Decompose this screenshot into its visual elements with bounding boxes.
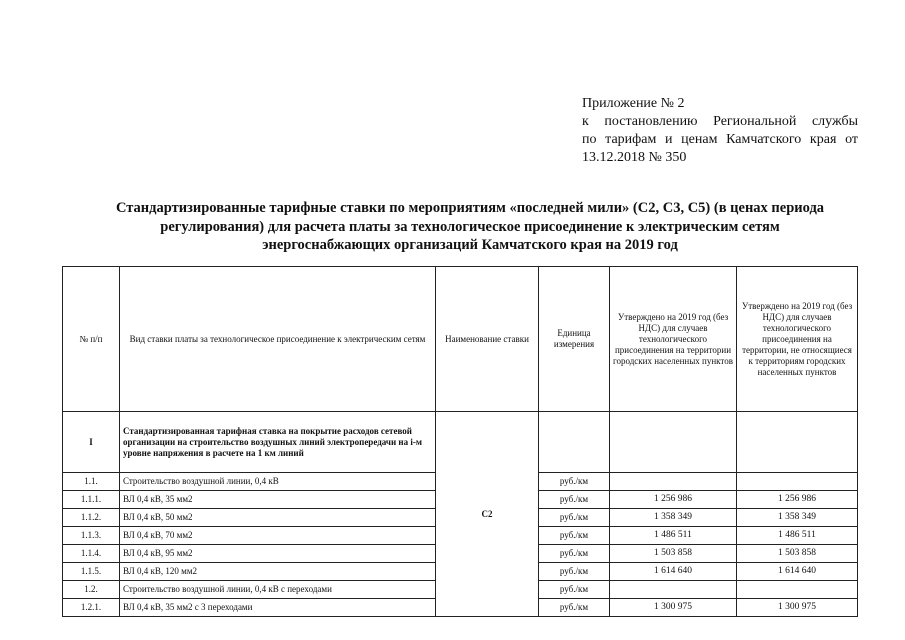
row-urban: 1 614 640: [610, 563, 737, 581]
row-unit: руб./км: [539, 599, 610, 617]
section-text: Стандартизированная тарифная ставка на покрытие расходов сетевой организации на строительство воздушных линий электропередачи на i-м уровне напряжения в расчете на 1 км линий: [120, 412, 436, 473]
row-nonurban: 1 256 986: [737, 491, 858, 509]
header-nonurban: Утверждено на 2019 год (без НДС) для случаев технологического присоединения на территории, не относящиеся к территориям городских населенных пунктов: [737, 267, 858, 412]
header-kind: Вид ставки платы за технологическое присоединение к электрическим сетям: [120, 267, 436, 412]
row-num: 1.1.2.: [63, 509, 120, 527]
row-unit: руб./км: [539, 563, 610, 581]
section-urban: [610, 412, 737, 473]
header-unit: Единица измерения: [539, 267, 610, 412]
row-urban: 1 256 986: [610, 491, 737, 509]
row-nonurban: [737, 581, 858, 599]
row-nonurban: 1 503 858: [737, 545, 858, 563]
row-unit: руб./км: [539, 581, 610, 599]
appendix-line-1: Приложение № 2: [582, 96, 685, 111]
row-text: ВЛ 0,4 кВ, 50 мм2: [120, 509, 436, 527]
section-row: [63, 412, 858, 473]
row-unit: руб./км: [539, 545, 610, 563]
row-urban: 1 358 349: [610, 509, 737, 527]
header-num: № п/п: [63, 267, 120, 412]
title-line-1: Стандартизированные тарифные ставки по мероприятиям «последней мили» (С2, С3, С5) (в ценах периода: [115, 200, 825, 216]
header-name: Наименование ставки: [436, 267, 539, 412]
row-unit: руб./км: [539, 509, 610, 527]
row-nonurban: 1 300 975: [737, 599, 858, 617]
row-nonurban: 1 358 349: [737, 509, 858, 527]
row-unit: руб./км: [539, 473, 610, 491]
row-num: 1.1.1.: [63, 491, 120, 509]
section-num: I: [63, 412, 120, 473]
row-nonurban: 1 486 511: [737, 527, 858, 545]
row-nonurban: [737, 473, 858, 491]
row-unit: руб./км: [539, 527, 610, 545]
rate-name-cell: С2: [436, 412, 539, 617]
table-header-row: [63, 267, 858, 412]
appendix-line-3: по тарифам и ценам Камчатского края от: [582, 132, 858, 147]
row-urban: 1 486 511: [610, 527, 737, 545]
row-urban: 1 300 975: [610, 599, 737, 617]
document-title: [90, 199, 850, 255]
row-num: 1.2.1.: [63, 599, 120, 617]
row-urban: [610, 581, 737, 599]
row-text: Строительство воздушной линии, 0,4 кВ: [120, 473, 436, 491]
title-line-2: регулирования) для расчета платы за технологическое присоединение к электрическим сетям: [160, 218, 780, 235]
row-num: 1.1.5.: [63, 563, 120, 581]
appendix-line-4: 13.12.2018 № 350: [582, 150, 687, 165]
row-text: ВЛ 0,4 кВ, 35 мм2 с 3 переходами: [120, 599, 436, 617]
row-text: ВЛ 0,4 кВ, 120 мм2: [120, 563, 436, 581]
row-nonurban: 1 614 640: [737, 563, 858, 581]
tariff-table: [62, 266, 858, 617]
row-num: 1.1.3.: [63, 527, 120, 545]
appendix-line-2: к постановлению Региональной службы: [582, 114, 858, 129]
row-num: 1.1.4.: [63, 545, 120, 563]
row-text: ВЛ 0,4 кВ, 70 мм2: [120, 527, 436, 545]
section-unit: [539, 412, 610, 473]
section-nonurban: [737, 412, 858, 473]
row-urban: 1 503 858: [610, 545, 737, 563]
row-unit: руб./км: [539, 491, 610, 509]
row-urban: [610, 473, 737, 491]
row-text: ВЛ 0,4 кВ, 35 мм2: [120, 491, 436, 509]
row-text: Строительство воздушной линии, 0,4 кВ с переходами: [120, 581, 436, 599]
header-urban: Утверждено на 2019 год (без НДС) для случаев технологического присоединения на территории городских населенных пунктов: [610, 267, 737, 412]
row-text: ВЛ 0,4 кВ, 95 мм2: [120, 545, 436, 563]
row-num: 1.2.: [63, 581, 120, 599]
row-num: 1.1.: [63, 473, 120, 491]
title-line-3: энергоснабжающих организаций Камчатского края на 2019 год: [262, 237, 678, 253]
appendix-note: [582, 95, 858, 167]
